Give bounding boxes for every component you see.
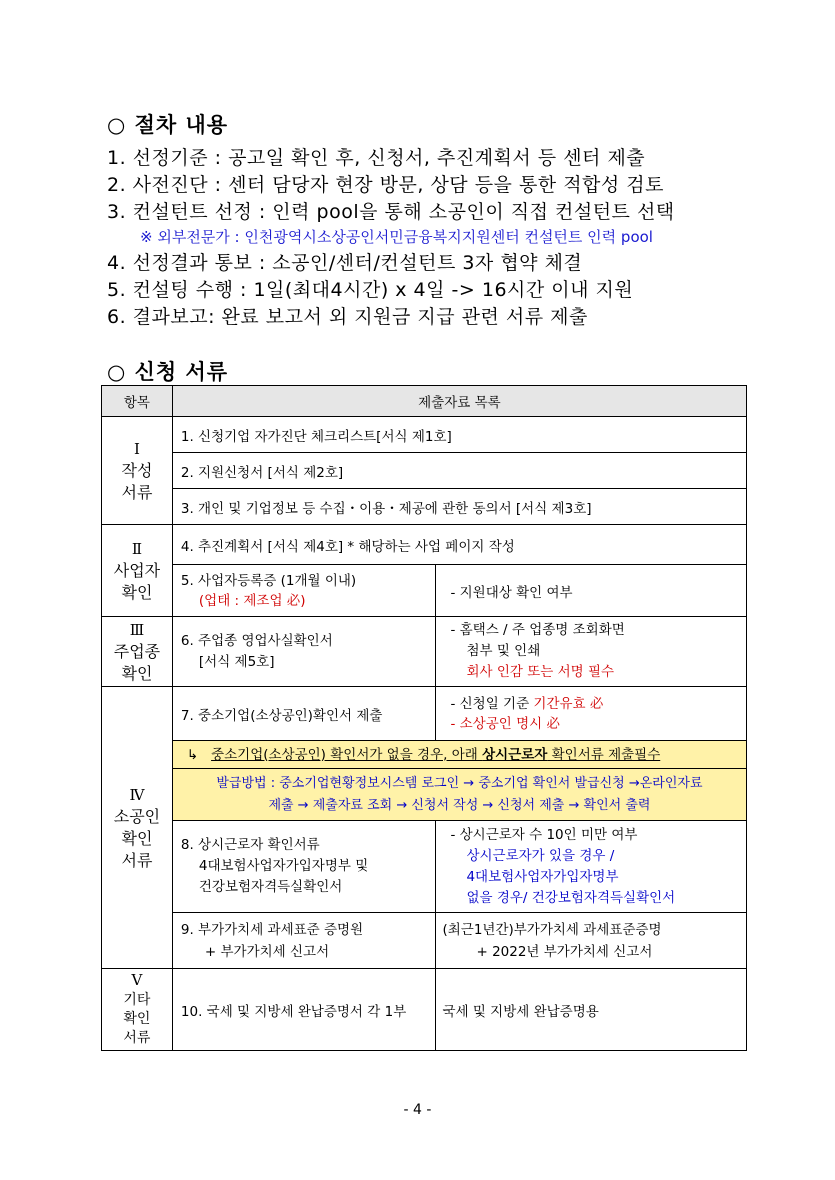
header-item: 항목 xyxy=(102,386,173,417)
category-number: Ⅱ xyxy=(131,539,143,558)
doc-row-9-text: + 부가가치세 신고서 xyxy=(204,943,330,960)
doc-row-8-left xyxy=(172,821,436,913)
doc-row-8-text: 건강보험자격득실확인서 xyxy=(198,879,343,895)
notice-text-tail: 확인서류 제출필수 xyxy=(547,746,661,763)
doc-row-5-left xyxy=(172,565,436,617)
issue-method-line: 발급방법 : 중소기업현황정보시스템 로그인 → 중소기업 확인서 발급신청 →온라인자료 xyxy=(216,775,703,791)
procedure-step: 1. 선정기준 : 공고일 확인 후, 신청서, 추진계획서 등 센터 제출 xyxy=(107,147,646,169)
category-small-business xyxy=(102,687,173,969)
doc-row-10-right: 국세 및 지방세 완납증명용 xyxy=(436,969,747,1051)
doc-row-7-left: 7. 중소기업(소상공인)확인서 제출 xyxy=(172,687,436,741)
category-number: Ⅲ xyxy=(129,620,145,639)
doc-row-9-line: (최근1년간)부가가치세 과세표준증명 xyxy=(442,921,662,938)
doc-row-6-text: 6. 주업종 영업사실확인서 xyxy=(180,632,333,649)
doc-row-8-line: 없을 경우/ 건강보험자격득실확인서 xyxy=(466,889,676,906)
procedure-step: 2. 사전진단 : 센터 담당자 현장 방문, 상담 등을 통한 적합성 검토 xyxy=(107,174,665,196)
category-label: 확인 xyxy=(121,582,153,602)
doc-row-6-left xyxy=(172,617,436,687)
category-number: Ⅰ xyxy=(133,439,140,458)
doc-row-5-note: (업태 : 제조업 必) xyxy=(198,592,306,609)
documents-table xyxy=(101,385,747,1051)
doc-row-6-line: 첨부 및 인쇄 xyxy=(466,643,541,659)
doc-row-10-left: 10. 국세 및 지방세 완납증명서 각 1부 xyxy=(172,969,436,1051)
category-writing-docs xyxy=(102,417,173,525)
procedure-step: 5. 컨설팅 수행 : 1일(최대4시간) x 4일 -> 16시간 이내 지원 xyxy=(107,279,634,301)
doc-row-5-right: - 지원대상 확인 여부 xyxy=(436,565,747,617)
notice-text-bold: 상시근로자 xyxy=(482,746,548,763)
doc-row-7-right xyxy=(436,687,747,741)
category-main-business xyxy=(102,617,173,687)
category-label: 확인 xyxy=(121,828,153,848)
procedure-step: 3. 컨설턴트 선정 : 인력 pool을 통해 소공인이 직접 컨설턴트 선택 xyxy=(107,201,675,223)
category-label: 확인 xyxy=(121,663,153,683)
doc-row-8-line: 4대보험사업자가입자명부 xyxy=(466,868,619,885)
doc-row-6-line: - 홈택스 / 주 업종명 조회화면 xyxy=(450,622,625,638)
documents-title: ○ 신청 서류 xyxy=(107,360,229,384)
category-label: 사업자 xyxy=(113,560,161,580)
procedure-title: ○ 절차 내용 xyxy=(107,113,229,137)
doc-row-6-required: 회사 인감 또는 서명 필수 xyxy=(466,664,615,680)
notice-text xyxy=(211,747,660,763)
doc-row-8-text: 4대보험사업자가입자명부 및 xyxy=(198,858,369,874)
category-number: Ⅳ xyxy=(129,785,145,804)
doc-row-7-required: - 소상공인 명시 必 xyxy=(450,715,560,732)
category-number: Ⅴ xyxy=(131,971,143,989)
doc-row-8-line: - 상시근로자 수 10인 미만 여부 xyxy=(450,826,638,843)
doc-row-8-text: 8. 상시근로자 확인서류 xyxy=(180,837,320,853)
issue-method-row xyxy=(172,769,746,821)
doc-row-6-right xyxy=(436,617,747,687)
doc-row-8-line: 상시근로자가 있을 경우 / xyxy=(466,847,615,864)
doc-row-8-right xyxy=(436,821,747,913)
return-arrow-icon: ↳ xyxy=(186,746,199,763)
doc-row-9-line: + 2022년 부가가치세 신고서 xyxy=(476,943,653,960)
category-label: 서류 xyxy=(123,1030,151,1046)
doc-row-7-required: 기간유효 必 xyxy=(533,695,604,712)
consultant-pool-note: ※ 외부전문가 : 인천광역시소상공인서민금융복지지원센터 컨설턴트 인력 pool xyxy=(140,228,653,246)
doc-row-9-left xyxy=(172,913,436,969)
notice-row xyxy=(172,741,746,769)
doc-row-9-text: 9. 부가가치세 과세표준 증명원 xyxy=(180,921,364,938)
doc-row-2: 2. 지원신청서 [서식 제2호] xyxy=(172,453,746,489)
doc-row-4: 4. 추진계획서 [서식 제4호] * 해당하는 사업 페이지 작성 xyxy=(172,525,746,565)
doc-row-3: 3. 개인 및 기업정보 등 수집・이용・제공에 관한 동의서 [서식 제3호] xyxy=(172,489,746,525)
issue-method-line: 제출 → 제출자료 조회 → 신청서 작성 → 신청서 제출 → 확인서 출력 xyxy=(268,797,651,813)
category-other-check xyxy=(102,969,173,1051)
header-docs: 제출자료 목록 xyxy=(172,386,746,417)
category-label: 서류 xyxy=(121,850,153,870)
category-label: 주업종 xyxy=(113,641,161,661)
doc-row-6-form: [서식 제5호] xyxy=(198,653,275,670)
category-label: 기타 xyxy=(123,992,151,1008)
page-number: - 4 - xyxy=(403,1102,432,1118)
category-business-check xyxy=(102,525,173,617)
category-label: 확인 xyxy=(123,1011,151,1027)
procedure-step: 6. 결과보고: 완료 보고서 외 지원금 지급 관련 서류 제출 xyxy=(107,306,588,328)
category-label: 작성 xyxy=(121,460,153,480)
doc-row-7-line: - 신청일 기준 xyxy=(450,695,534,712)
doc-row-5-text: 5. 사업자등록증 (1개월 이내) xyxy=(180,572,357,589)
doc-row-9-right xyxy=(436,913,747,969)
procedure-step: 4. 선정결과 통보 : 소공인/센터/컨설턴트 3자 협약 체결 xyxy=(107,252,583,274)
doc-row-1: 1. 신청기업 자가진단 체크리스트[서식 제1호] xyxy=(172,417,746,453)
category-label: 서류 xyxy=(121,482,153,502)
notice-text-main: 중소기업(소상공인) 확인서가 없을 경우, 아래 xyxy=(211,746,483,763)
category-label: 소공인 xyxy=(113,806,161,826)
